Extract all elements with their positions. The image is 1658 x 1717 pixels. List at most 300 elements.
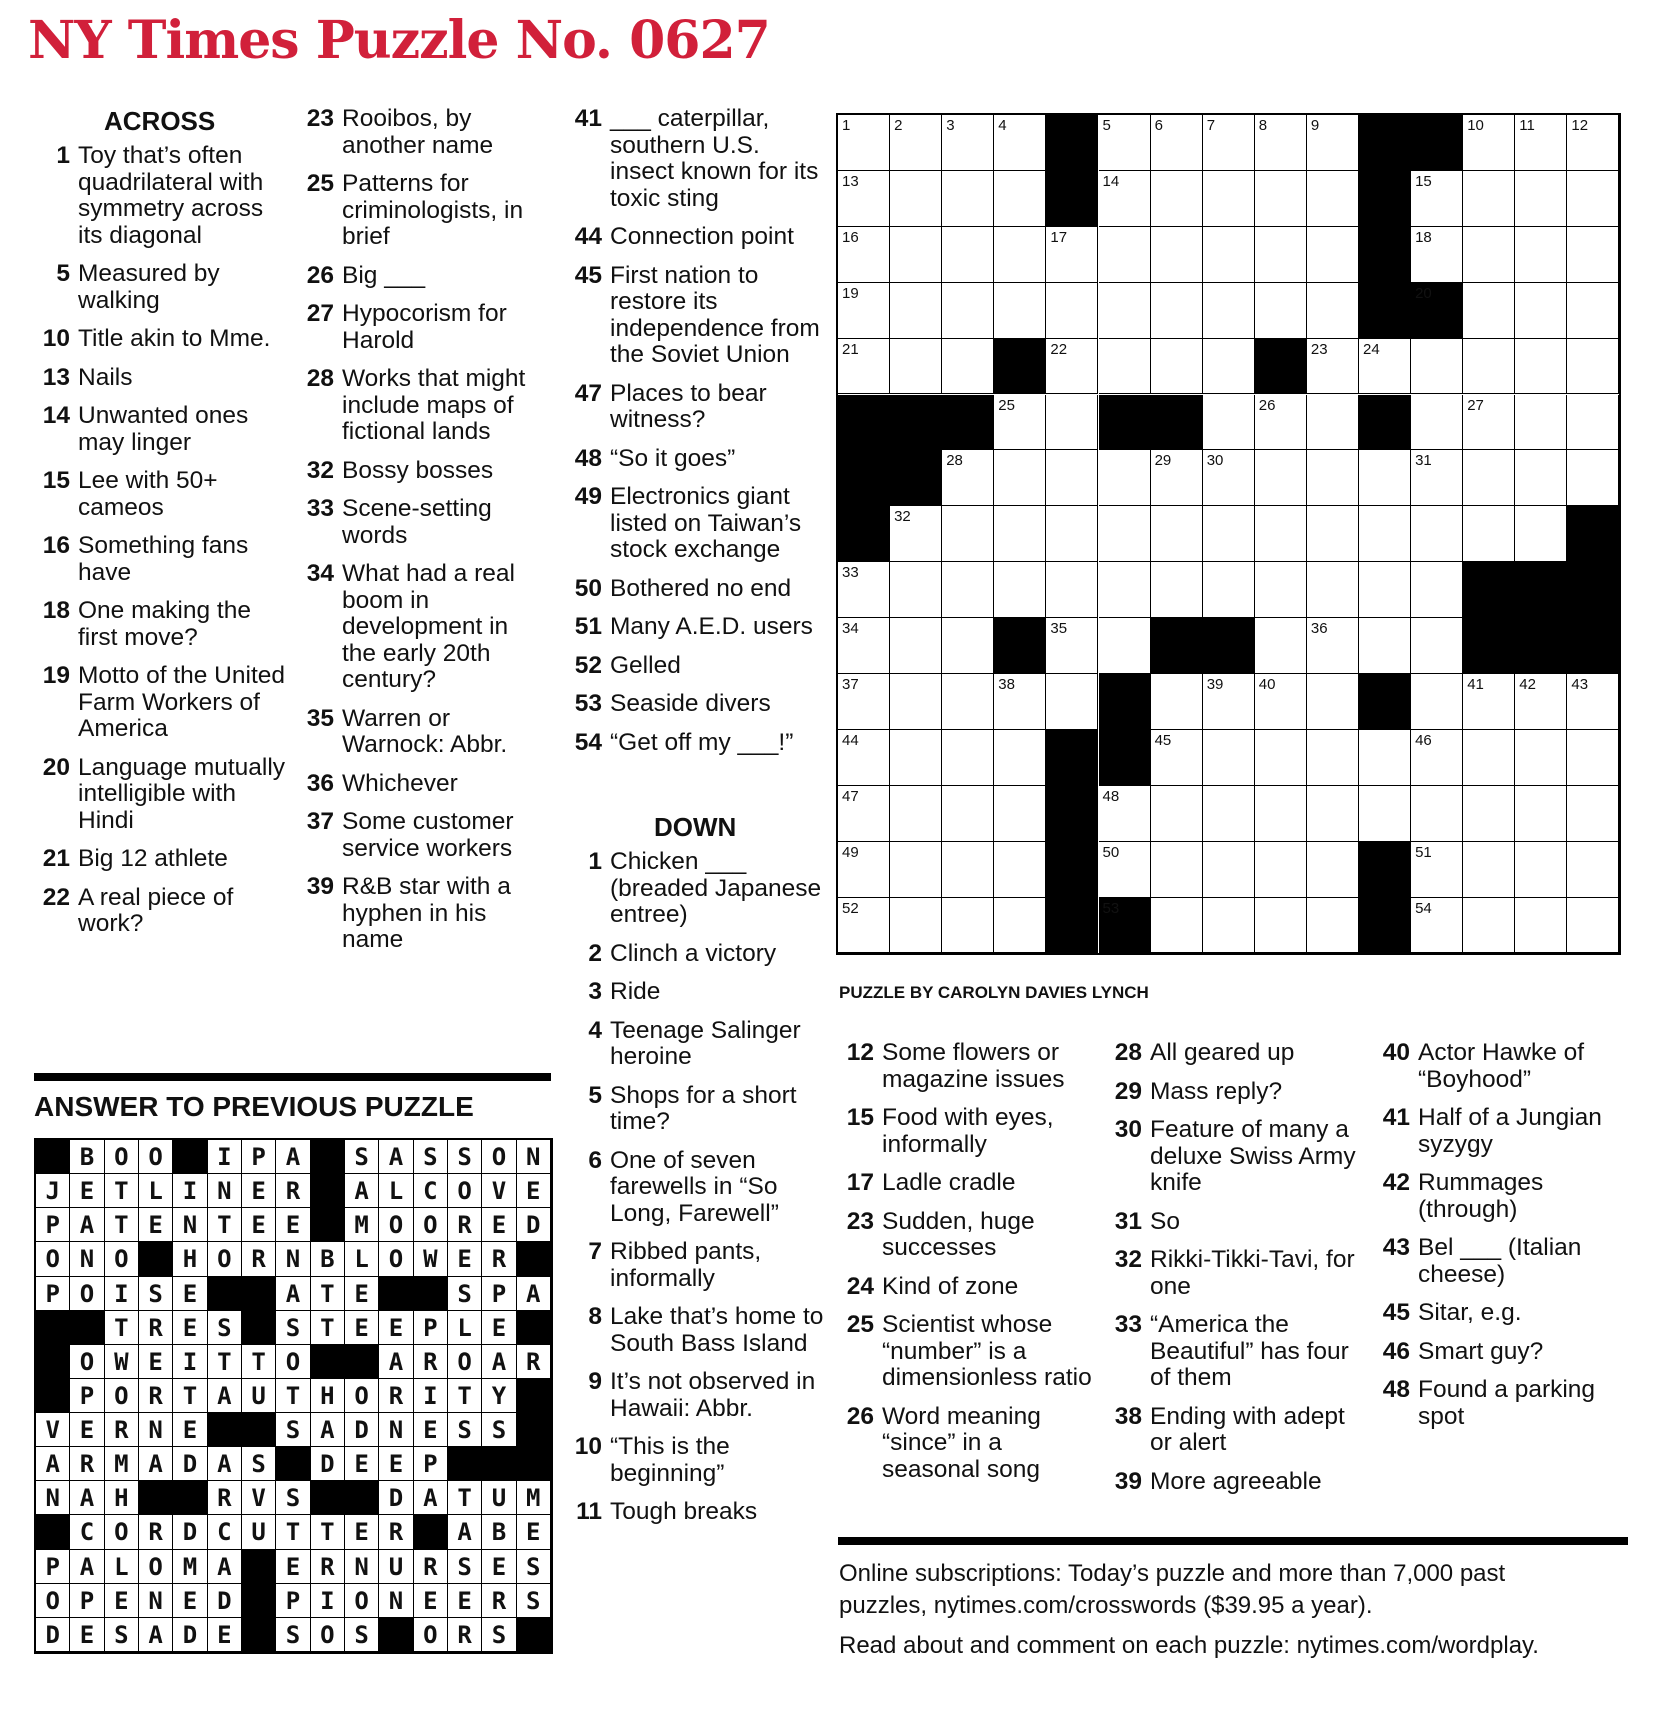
grid-cell[interactable] <box>838 786 890 842</box>
grid-cell[interactable] <box>1151 171 1203 227</box>
grid-cell[interactable] <box>1567 898 1619 954</box>
across-clue-28[interactable] <box>296 366 546 446</box>
black-square <box>1567 562 1619 618</box>
down-clue-29[interactable] <box>1104 1079 1364 1106</box>
grid-cell[interactable] <box>1151 450 1203 506</box>
grid-cell[interactable] <box>1515 115 1567 171</box>
grid-cell[interactable] <box>1151 674 1203 730</box>
grid-cell[interactable] <box>942 562 994 618</box>
cell-number: 36 <box>1310 620 1328 638</box>
grid-cell[interactable] <box>1307 618 1359 674</box>
grid-cell[interactable] <box>1463 283 1515 339</box>
across-clue-1[interactable] <box>32 143 287 249</box>
across-clue-13[interactable] <box>32 365 287 392</box>
clue-number: 2 <box>588 939 602 967</box>
grid-cell[interactable] <box>1255 227 1307 283</box>
grid-cell[interactable] <box>1307 283 1359 339</box>
answer-cell: D <box>208 1584 242 1618</box>
grid-cell[interactable] <box>942 115 994 171</box>
grid-cell[interactable] <box>1255 115 1307 171</box>
grid-cell[interactable] <box>994 506 1046 562</box>
grid-cell[interactable] <box>890 506 942 562</box>
grid-cell[interactable] <box>838 898 890 954</box>
down-clue-12[interactable] <box>836 1040 1096 1093</box>
clue-text: Found a parking spot <box>1418 1376 1596 1430</box>
across-clue-37[interactable] <box>296 809 546 862</box>
grid-cell[interactable] <box>1255 786 1307 842</box>
grid-cell[interactable] <box>1203 674 1255 730</box>
grid-cell[interactable] <box>942 674 994 730</box>
grid-cell[interactable] <box>890 730 942 786</box>
answer-cell: S <box>414 1140 448 1174</box>
answer-black-square <box>173 1140 207 1174</box>
clue-number: 15 <box>846 1104 874 1131</box>
down-clue-43[interactable] <box>1372 1235 1632 1288</box>
grid-cell[interactable] <box>942 842 994 898</box>
grid-cell[interactable] <box>1203 115 1255 171</box>
grid-cell[interactable] <box>890 562 942 618</box>
grid-cell[interactable] <box>1463 171 1515 227</box>
answer-cell: I <box>173 1174 207 1208</box>
clue-number: 12 <box>846 1039 874 1066</box>
grid-cell[interactable] <box>1411 786 1463 842</box>
grid-cell[interactable] <box>1411 395 1463 451</box>
grid-cell[interactable] <box>1203 842 1255 898</box>
grid-cell[interactable] <box>1411 730 1463 786</box>
grid-cell[interactable] <box>1203 562 1255 618</box>
black-square <box>1046 842 1098 898</box>
grid-cell[interactable] <box>1255 395 1307 451</box>
grid-cell[interactable] <box>1203 339 1255 395</box>
answer-cell: N <box>173 1208 207 1242</box>
down-clue-8[interactable] <box>564 1304 824 1357</box>
across-clue-48[interactable] <box>564 446 824 473</box>
grid-cell[interactable] <box>1463 227 1515 283</box>
across-clue-27[interactable] <box>296 301 546 354</box>
grid-cell[interactable] <box>1151 842 1203 898</box>
grid-cell[interactable] <box>1307 842 1359 898</box>
grid-cell[interactable] <box>1411 842 1463 898</box>
grid-cell[interactable] <box>1046 562 1098 618</box>
grid-cell[interactable] <box>1255 506 1307 562</box>
grid-cell[interactable] <box>838 339 890 395</box>
grid-cell[interactable] <box>1307 506 1359 562</box>
grid-cell[interactable] <box>942 898 994 954</box>
down-clue-48[interactable] <box>1372 1377 1632 1430</box>
grid-cell[interactable] <box>994 115 1046 171</box>
grid-cell[interactable] <box>1203 450 1255 506</box>
grid-cell[interactable] <box>1099 171 1151 227</box>
down-clue-46[interactable] <box>1372 1339 1632 1366</box>
across-clue-53[interactable] <box>564 691 824 718</box>
grid-cell[interactable] <box>1046 506 1098 562</box>
clue-text: Mass reply? <box>1150 1077 1283 1105</box>
grid-cell[interactable] <box>1203 227 1255 283</box>
down-clue-5[interactable] <box>564 1083 824 1136</box>
grid-cell[interactable] <box>1151 339 1203 395</box>
down-clue-9[interactable] <box>564 1369 824 1422</box>
grid-cell[interactable] <box>1359 339 1411 395</box>
clue-number: 11 <box>576 1498 602 1525</box>
clue-number: 49 <box>574 483 602 510</box>
clue-text: Toy that’s often quadrilateral with symmetry across its diagonal <box>78 142 264 249</box>
grid-cell[interactable] <box>1411 562 1463 618</box>
grid-cell[interactable] <box>942 283 994 339</box>
grid-cell[interactable] <box>1046 395 1098 451</box>
grid-cell[interactable] <box>994 227 1046 283</box>
grid-cell[interactable] <box>1099 450 1151 506</box>
across-clue-34[interactable] <box>296 561 546 694</box>
down-clue-31[interactable] <box>1104 1209 1364 1236</box>
grid-cell[interactable] <box>1359 730 1411 786</box>
grid-cell[interactable] <box>1411 506 1463 562</box>
grid-cell[interactable] <box>1359 562 1411 618</box>
grid-cell[interactable] <box>1567 730 1619 786</box>
grid-cell[interactable] <box>1307 786 1359 842</box>
grid-cell[interactable] <box>1203 730 1255 786</box>
grid-cell[interactable] <box>1515 786 1567 842</box>
grid-cell[interactable] <box>1359 506 1411 562</box>
down-clue-15[interactable] <box>836 1105 1096 1158</box>
down-clue-3[interactable] <box>564 979 824 1006</box>
grid-cell[interactable] <box>1255 842 1307 898</box>
grid-cell[interactable] <box>1567 842 1619 898</box>
grid-cell[interactable] <box>1515 730 1567 786</box>
grid-cell[interactable] <box>1307 339 1359 395</box>
across-clue-10[interactable] <box>32 326 287 353</box>
answer-cell: I <box>105 1277 139 1311</box>
grid-cell[interactable] <box>1463 395 1515 451</box>
grid-cell[interactable] <box>942 171 994 227</box>
clue-number: 19 <box>42 662 70 689</box>
down-clue-28[interactable] <box>1104 1040 1364 1067</box>
answer-cell: T <box>173 1379 207 1413</box>
grid-cell[interactable] <box>1567 115 1619 171</box>
grid-cell[interactable] <box>1203 283 1255 339</box>
grid-cell[interactable] <box>1567 395 1619 451</box>
clue-text: Whichever <box>342 769 458 797</box>
grid-cell[interactable] <box>942 339 994 395</box>
grid-cell[interactable] <box>890 171 942 227</box>
grid-cell[interactable] <box>1515 171 1567 227</box>
grid-cell[interactable] <box>1099 562 1151 618</box>
grid-cell[interactable] <box>1411 227 1463 283</box>
down-clue-26[interactable] <box>836 1404 1096 1484</box>
grid-cell[interactable] <box>890 674 942 730</box>
down-clue-39[interactable] <box>1104 1469 1364 1496</box>
grid-cell[interactable] <box>1099 339 1151 395</box>
grid-cell[interactable] <box>942 450 994 506</box>
grid-cell[interactable] <box>994 171 1046 227</box>
grid-cell[interactable] <box>1463 115 1515 171</box>
down-clue-6[interactable] <box>564 1148 824 1228</box>
grid-cell[interactable] <box>1307 115 1359 171</box>
across-clue-18[interactable] <box>32 598 287 651</box>
grid-cell[interactable] <box>1255 674 1307 730</box>
grid-cell[interactable] <box>1515 898 1567 954</box>
grid-cell[interactable] <box>1515 283 1567 339</box>
down-clue-4[interactable] <box>564 1018 824 1071</box>
down-clue-10[interactable] <box>564 1434 824 1487</box>
grid-cell[interactable] <box>1411 898 1463 954</box>
grid-cell[interactable] <box>1151 506 1203 562</box>
clue-number: 45 <box>574 261 602 289</box>
grid-cell[interactable] <box>1411 450 1463 506</box>
down-clue-42[interactable] <box>1372 1170 1632 1223</box>
grid-cell[interactable] <box>1046 283 1098 339</box>
grid-cell[interactable] <box>1359 786 1411 842</box>
grid-cell[interactable] <box>1151 115 1203 171</box>
cell-number: 20 <box>1415 284 1432 302</box>
grid-cell[interactable] <box>994 842 1046 898</box>
black-square <box>1359 171 1411 227</box>
across-clue-54[interactable] <box>564 730 824 757</box>
grid-cell[interactable] <box>1307 898 1359 954</box>
across-clue-15[interactable] <box>32 468 287 521</box>
across-clue-35[interactable] <box>296 706 546 759</box>
grid-cell[interactable] <box>1463 450 1515 506</box>
grid-cell[interactable] <box>1255 730 1307 786</box>
answer-cell: O <box>36 1584 70 1618</box>
grid-cell[interactable] <box>1567 786 1619 842</box>
grid-cell[interactable] <box>1307 562 1359 618</box>
grid-cell[interactable] <box>890 786 942 842</box>
grid-cell[interactable] <box>838 842 890 898</box>
down-clue-2[interactable] <box>564 941 824 968</box>
across-clue-26[interactable] <box>296 263 546 290</box>
grid-cell[interactable] <box>1307 395 1359 451</box>
grid-cell[interactable] <box>1463 339 1515 395</box>
answer-cell: I <box>311 1584 345 1618</box>
grid-cell[interactable] <box>838 562 890 618</box>
grid-cell[interactable] <box>1411 339 1463 395</box>
grid-cell[interactable] <box>1515 842 1567 898</box>
clue-number: 37 <box>306 808 334 835</box>
grid-cell[interactable] <box>890 898 942 954</box>
across-clue-14[interactable] <box>32 403 287 456</box>
down-clue-11[interactable] <box>564 1499 824 1526</box>
grid-cell[interactable] <box>1463 506 1515 562</box>
grid-cell[interactable] <box>1463 842 1515 898</box>
grid-cell[interactable] <box>1307 730 1359 786</box>
down-clue-30[interactable] <box>1104 1117 1364 1197</box>
down-clue-40[interactable] <box>1372 1040 1632 1093</box>
grid-cell[interactable] <box>1099 786 1151 842</box>
grid-cell[interactable] <box>1567 227 1619 283</box>
grid-cell[interactable] <box>1203 786 1255 842</box>
grid-cell[interactable] <box>942 618 994 674</box>
grid-cell[interactable] <box>1046 450 1098 506</box>
grid-cell[interactable] <box>890 227 942 283</box>
clue-text: R&B star with a hyphen in his name <box>342 873 511 953</box>
clue-text: Connection point <box>610 223 794 250</box>
down-clue-45[interactable] <box>1372 1300 1632 1327</box>
answer-cell: R <box>414 1550 448 1584</box>
answer-cell: S <box>208 1311 242 1345</box>
grid-cell[interactable] <box>1255 562 1307 618</box>
across-clue-19[interactable] <box>32 663 287 743</box>
grid-cell[interactable] <box>1515 227 1567 283</box>
grid-cell[interactable] <box>942 786 994 842</box>
grid-cell[interactable] <box>1307 227 1359 283</box>
grid-cell[interactable] <box>1046 618 1098 674</box>
grid-cell[interactable] <box>1307 171 1359 227</box>
grid-cell[interactable] <box>942 730 994 786</box>
grid-cell[interactable] <box>890 339 942 395</box>
grid-cell[interactable] <box>1099 227 1151 283</box>
grid-cell[interactable] <box>1151 283 1203 339</box>
across-clue-32[interactable] <box>296 458 546 485</box>
grid-cell[interactable] <box>1203 506 1255 562</box>
across-clue-5[interactable] <box>32 261 287 314</box>
grid-cell[interactable] <box>1099 283 1151 339</box>
grid-cell[interactable] <box>1515 506 1567 562</box>
across-clue-52[interactable] <box>564 653 824 680</box>
grid-cell[interactable] <box>1046 339 1098 395</box>
grid-cell[interactable] <box>1203 898 1255 954</box>
clue-text: Lee with 50+ cameos <box>78 467 218 521</box>
grid-cell[interactable] <box>1411 618 1463 674</box>
grid-cell[interactable] <box>890 618 942 674</box>
cell-number: 34 <box>842 620 859 638</box>
grid-cell[interactable] <box>994 786 1046 842</box>
answer-cell: R <box>448 1208 482 1242</box>
across-clue-23[interactable] <box>296 106 546 159</box>
grid-cell[interactable] <box>994 674 1046 730</box>
grid-cell[interactable] <box>1463 898 1515 954</box>
down-clue-41[interactable] <box>1372 1105 1632 1158</box>
answer-cell: L <box>139 1174 173 1208</box>
grid-cell[interactable] <box>994 283 1046 339</box>
across-clue-20[interactable] <box>32 755 287 835</box>
grid-cell[interactable] <box>1463 730 1515 786</box>
grid-cell[interactable] <box>1515 395 1567 451</box>
grid-cell[interactable] <box>1567 171 1619 227</box>
across-clue-44[interactable] <box>564 224 824 251</box>
grid-cell[interactable] <box>1099 115 1151 171</box>
grid-cell[interactable] <box>1151 730 1203 786</box>
across-clue-39[interactable] <box>296 874 546 954</box>
grid-cell[interactable] <box>1463 786 1515 842</box>
grid-cell[interactable] <box>1099 506 1151 562</box>
grid-cell[interactable] <box>838 283 890 339</box>
grid-cell[interactable] <box>1203 395 1255 451</box>
grid-cell[interactable] <box>994 450 1046 506</box>
grid-cell[interactable] <box>1203 171 1255 227</box>
across-clue-16[interactable] <box>32 533 287 586</box>
down-clue-7[interactable] <box>564 1239 824 1292</box>
grid-cell[interactable] <box>1515 450 1567 506</box>
answer-cell: L <box>379 1174 413 1208</box>
grid-cell[interactable] <box>838 618 890 674</box>
clue-text: Nails <box>78 363 133 391</box>
grid-cell[interactable] <box>838 674 890 730</box>
across-clue-33[interactable] <box>296 496 546 549</box>
grid-cell[interactable] <box>1151 786 1203 842</box>
grid-cell[interactable] <box>838 730 890 786</box>
grid-cell[interactable] <box>942 506 994 562</box>
clue-text: Word meaning “since” in a seasonal song <box>882 1402 1041 1483</box>
across-clue-50[interactable] <box>564 576 824 603</box>
grid-cell[interactable] <box>890 842 942 898</box>
down-clue-1[interactable] <box>564 849 824 929</box>
grid-cell[interactable] <box>1255 898 1307 954</box>
grid-cell[interactable] <box>1411 674 1463 730</box>
across-clue-51[interactable] <box>564 614 824 641</box>
answer-cell: A <box>345 1174 379 1208</box>
answer-black-square <box>36 1345 70 1379</box>
grid-cell[interactable] <box>890 115 942 171</box>
down-clue-38[interactable] <box>1104 1404 1364 1457</box>
grid-cell[interactable] <box>838 171 890 227</box>
across-clue-45[interactable] <box>564 263 824 369</box>
answer-cell: S <box>517 1550 551 1584</box>
grid-cell[interactable] <box>1359 450 1411 506</box>
grid-cell[interactable] <box>1046 227 1098 283</box>
grid-cell[interactable] <box>994 730 1046 786</box>
down-clue-17[interactable] <box>836 1170 1096 1197</box>
grid-cell[interactable] <box>1255 283 1307 339</box>
grid-cell[interactable] <box>890 283 942 339</box>
across-clue-36[interactable] <box>296 771 546 798</box>
across-clue-25[interactable] <box>296 171 546 251</box>
down-clue-32[interactable] <box>1104 1247 1364 1300</box>
down-clue-25[interactable] <box>836 1312 1096 1392</box>
across-clue-22[interactable] <box>32 885 287 938</box>
across-clue-41[interactable] <box>564 106 824 212</box>
black-square <box>1359 115 1411 171</box>
grid-cell[interactable] <box>1255 171 1307 227</box>
across-clue-21[interactable] <box>32 846 287 873</box>
down-clue-33[interactable] <box>1104 1312 1364 1392</box>
grid-cell[interactable] <box>994 395 1046 451</box>
grid-cell[interactable] <box>1255 618 1307 674</box>
grid-cell[interactable] <box>838 115 890 171</box>
answer-cell: W <box>105 1345 139 1379</box>
down-clue-24[interactable] <box>836 1274 1096 1301</box>
grid-cell[interactable] <box>1307 450 1359 506</box>
cell-number: 2 <box>894 117 903 134</box>
grid-cell[interactable] <box>838 227 890 283</box>
grid-cell[interactable] <box>1151 227 1203 283</box>
answer-black-square <box>414 1277 448 1311</box>
grid-cell[interactable] <box>1099 842 1151 898</box>
grid-cell[interactable] <box>1463 674 1515 730</box>
grid-cell[interactable] <box>1255 450 1307 506</box>
grid-cell[interactable] <box>1151 898 1203 954</box>
answer-cell: S <box>482 1413 516 1447</box>
grid-cell[interactable] <box>1567 674 1619 730</box>
across-clue-47[interactable] <box>564 381 824 434</box>
grid-cell[interactable] <box>942 227 994 283</box>
grid-cell[interactable] <box>1099 618 1151 674</box>
grid-cell[interactable] <box>1515 674 1567 730</box>
footer-line-2: puzzles, nytimes.com/crosswords ($39.95 a year). <box>839 1592 1373 1619</box>
grid-cell[interactable] <box>1151 562 1203 618</box>
grid-cell[interactable] <box>1515 339 1567 395</box>
grid-cell[interactable] <box>1359 618 1411 674</box>
grid-cell[interactable] <box>1567 283 1619 339</box>
grid-cell[interactable] <box>1567 450 1619 506</box>
grid-cell[interactable] <box>1046 674 1098 730</box>
grid-cell[interactable] <box>994 562 1046 618</box>
grid-cell[interactable] <box>994 898 1046 954</box>
across-clue-49[interactable] <box>564 484 824 564</box>
grid-cell[interactable] <box>1567 339 1619 395</box>
down-clue-23[interactable] <box>836 1209 1096 1262</box>
grid-cell[interactable] <box>1307 674 1359 730</box>
grid-cell[interactable] <box>1411 171 1463 227</box>
